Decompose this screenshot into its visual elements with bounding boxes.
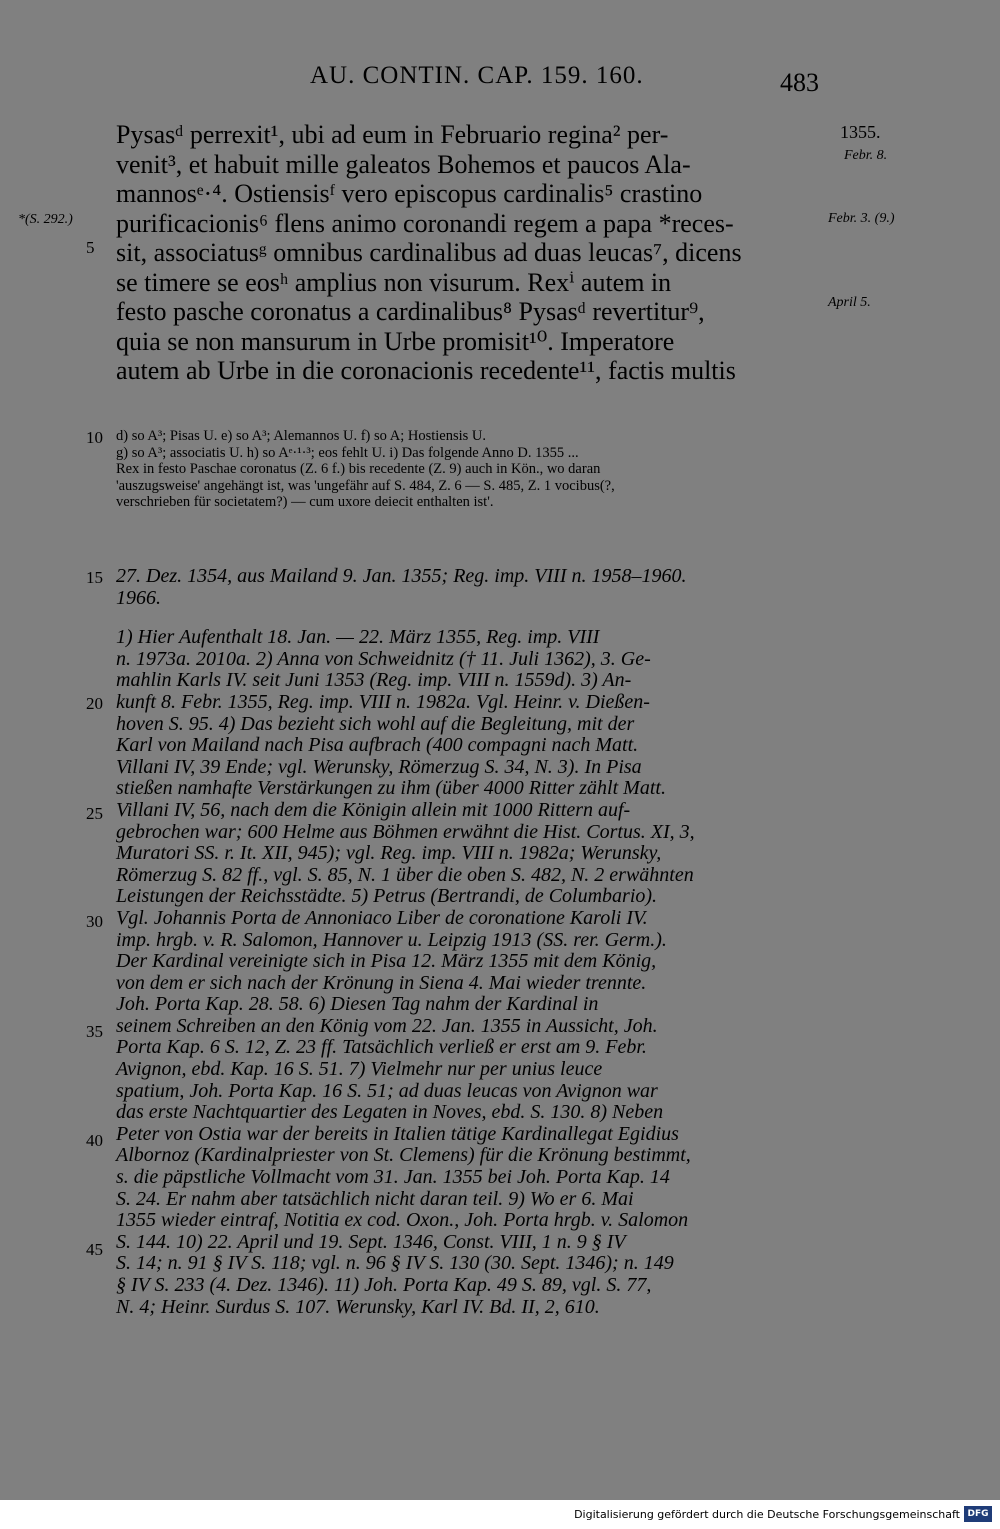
margin-date-febr8: Febr. 8. (844, 148, 888, 163)
main-text-line: mannosᵉ·⁴. Ostiensisᶠ vero episcopus cardinalis⁵ crastino (116, 179, 703, 208)
main-text-line: quia se non mansurum in Urbe promisit¹⁰. Imperatore (116, 326, 675, 356)
commentary-line: hoven S. 95. 4) Das bezieht sich wohl auf die Begleitung, mit der (116, 712, 635, 735)
apparatus-line: d) so A³; Pisas U. e) so A³; Alemannos U. f) so A; Hostiensis U. (116, 428, 486, 444)
margin-date-april5: April 5. (828, 295, 871, 310)
commentary-line: Der Kardinal vereinigte sich in Pisa 12. März 1355 mit dem König, (116, 950, 657, 973)
commentary-line: Joh. Porta Kap. 28. 58. 6) Diesen Tag nahm der Kardinal in (116, 993, 599, 1016)
line-number-5: 5 (86, 238, 95, 257)
commentary-intro-line: 1966. (116, 586, 161, 609)
line-number-40: 40 (86, 1131, 103, 1150)
commentary-line: von dem er sich nach der Krönung in Siena 4. Mai wieder trennte. (116, 971, 647, 994)
commentary-line: das erste Nachtquartier des Legaten in Noves, ebd. S. 130. 8) Neben (116, 1101, 664, 1124)
main-text-line: se timere se eosʰ amplius non visurum. Rexⁱ autem in (116, 267, 672, 297)
commentary-line: n. 1973a. 2010a. 2) Anna von Schweidnitz († 11. Juli 1362), 3. Ge- (116, 647, 651, 670)
commentary-line: Albornoz (Kardinalpriester von St. Clemens) für die Krönung bestimmt, (116, 1144, 691, 1167)
commentary-line: gebrochen war; 600 Helme aus Böhmen erwähnt die Hist. Cortus. XI, 3, (116, 820, 695, 843)
line-number-10: 10 (86, 428, 103, 447)
commentary-notes (116, 566, 826, 1318)
commentary-line: s. die päpstliche Vollmacht vom 31. Jan. 1355 bei Joh. Porta Kap. 14 (116, 1166, 670, 1189)
commentary-line: Muratori SS. r. It. XII, 945); vgl. Reg. imp. VIII n. 1982a; Werunsky, (116, 842, 662, 865)
line-number-20: 20 (86, 694, 103, 713)
commentary-line: Avignon, ebd. Kap. 16 S. 51. 7) Vielmehr nur per unius leuce (116, 1058, 603, 1081)
commentary-line: Villani IV, 56, nach dem die Königin allein mit 1000 Rittern auf- (116, 798, 631, 821)
main-text-line: sit, associatusᵍ omnibus cardinalibus ad duas leucas⁷, dicens (116, 238, 742, 267)
commentary-line: 1355 wieder eintraf, Notitia ex cod. Oxon., Joh. Porta hrgb. v. Salomon (116, 1209, 689, 1232)
line-number-30: 30 (86, 912, 103, 931)
main-text-line: festo pasche coronatus a cardinalibus⁸ Pysasᵈ revertitur⁹, (116, 297, 705, 326)
line-number-35: 35 (86, 1022, 103, 1041)
commentary-line: Peter von Ostia war der bereits in Italien tätige Kardinallegat Egidius (116, 1122, 679, 1145)
margin-date-febr3: Febr. 3. (9.) (828, 211, 895, 226)
commentary-line: N. 4; Heinr. Surdus S. 107. Werunsky, Karl IV. Bd. II, 2, 610. (116, 1295, 600, 1318)
commentary-line: seinem Schreiben an den König vom 22. Jan. 1355 in Aussicht, Joh. (116, 1014, 658, 1037)
commentary-line: mahlin Karls IV. seit Juni 1353 (Reg. imp. VIII n. 1559d). 3) An- (116, 669, 632, 692)
commentary-line: Römerzug S. 82 ff., vgl. S. 85, N. 1 über die oben S. 482, N. 2 erwähnten (116, 863, 694, 886)
commentary-intro-line: 27. Dez. 1354, aus Mailand 9. Jan. 1355; Reg. imp. VIII n. 1958–1960. (116, 565, 687, 587)
critical-apparatus (116, 428, 826, 511)
commentary-line: kunft 8. Febr. 1355, Reg. imp. VIII n. 1982a. Vgl. Heinr. v. Dießen- (116, 690, 650, 713)
main-text-line: Pysasᵈ perrexit¹, ubi ad eum in Februario regina² per- (116, 120, 669, 149)
commentary-line: spatium, Joh. Porta Kap. 16 S. 51; ad duas leucas von Avignon war (116, 1079, 658, 1102)
line-number-25: 25 (86, 804, 103, 823)
commentary-line: stießen namhafte Verstärkungen zu ihm (über 4000 Ritter zählt Matt. (116, 777, 666, 800)
apparatus-line: g) so A³; associatis U. h) so Aᵉ·¹·³; eos fehlt U. i) Das folgende Anno D. 1355 ... (116, 444, 579, 461)
commentary-line: Karl von Mailand nach Pisa aufbrach (400 compagni nach Matt. (116, 734, 639, 757)
commentary-line: Leistungen der Reichsstädte. 5) Petrus (Bertrandi, de Columbario). (116, 885, 658, 908)
commentary-line: S. 144. 10) 22. April und 19. Sept. 1346, Const. VIII, 1 n. 9 § IV (116, 1230, 626, 1253)
footer-bar (0, 1500, 1000, 1529)
commentary-line: Porta Kap. 6 S. 12, Z. 23 ff. Tatsächlich verließ er erst am 9. Febr. (116, 1036, 647, 1059)
commentary-line: Vgl. Johannis Porta de Annoniaco Liber de coronatione Karoli IV. (116, 906, 648, 929)
line-number-45: 45 (86, 1240, 103, 1259)
main-text-line: autem ab Urbe in die coronacionis recedente¹¹, factis multis (116, 356, 736, 385)
commentary-line: Villani IV, 39 Ende; vgl. Werunsky, Römerzug S. 34, N. 3). In Pisa (116, 755, 642, 778)
dfg-logo: DFG (964, 1506, 992, 1522)
main-text (116, 120, 826, 386)
line-number-15: 15 (86, 568, 103, 587)
commentary-line: S. 24. Er nahm aber tatsächlich nicht daran teil. 9) Wo er 6. Mai (116, 1187, 634, 1210)
commentary-line: imp. hrgb. v. R. Salomon, Hannover u. Leipzig 1913 (SS. rer. Germ.). (116, 928, 667, 951)
apparatus-line: Rex in festo Paschae coronatus (Z. 6 f.) bis recedente (Z. 9) auch in Kön., wo daran (116, 461, 601, 477)
commentary-line: § IV S. 233 (4. Dez. 1346). 11) Joh. Porta Kap. 49 S. 89, vgl. S. 77, (116, 1274, 652, 1296)
apparatus-line: verschrieben für societatem?) — cum uxore deiecit enthalten ist'. (116, 494, 494, 510)
main-text-line: venit³, et habuit mille galeatos Bohemos et paucos Ala- (116, 149, 691, 179)
margin-year: 1355. (840, 122, 881, 142)
page-number: 483 (780, 68, 819, 97)
page-header (0, 62, 1000, 102)
running-head: AU. CONTIN. CAP. 159. 160. (310, 62, 644, 89)
commentary-line: 1) Hier Aufenthalt 18. Jan. — 22. März 1355, Reg. imp. VIII (116, 626, 600, 649)
funding-credit: Digitalisierung gefördert durch die Deutsche Forschungsgemeinschaft (574, 1508, 960, 1521)
margin-page-reference: *(S. 292.) (18, 212, 73, 227)
commentary-line: S. 14; n. 91 § IV S. 118; vgl. n. 96 § IV S. 130 (30. Sept. 1346); n. 149 (116, 1252, 674, 1275)
main-text-line: purificacionis⁶ flens animo coronandi regem a papa *reces- (116, 208, 734, 238)
apparatus-line: 'auszugsweise' angehängt ist, was 'ungefähr auf S. 484, Z. 6 — S. 485, Z. 1 vocibus(?, (116, 477, 615, 494)
